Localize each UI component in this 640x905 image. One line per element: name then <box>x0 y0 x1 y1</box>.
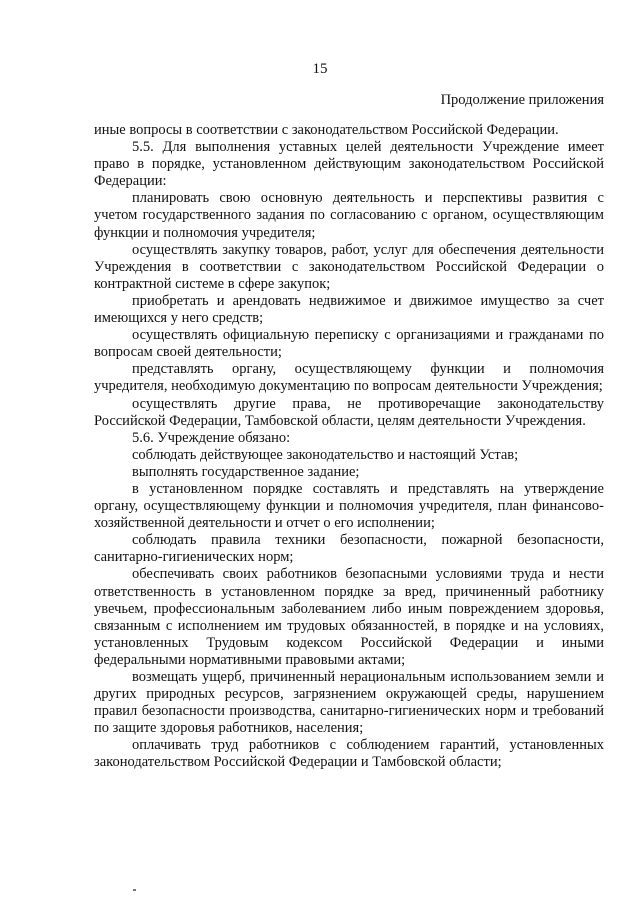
document-body <box>94 122 604 772</box>
paragraph-3: планировать свою основную деятельность и перспективы развития с учетом государственного задания по согласованию с органом, осуществляющим функции и полномочия учредителя; <box>94 190 604 241</box>
page-header: Продолжение приложения <box>440 92 604 108</box>
paragraph-4: осуществлять закупку товаров, работ, услуг для обеспечения деятельности Учреждения в соответствии с законодательством Российской Федерации о контрактной системе в сфере закупок; <box>94 241 604 292</box>
paragraph-14: обеспечивать своих работников безопасными условиями труда и нести ответственность в установленном порядке за вред, причиненный работнику увечьем, профессиональным заболеванием либо иным повреждением здоровья, связанным с исполнением им трудовых обязанностей, в порядке и на условиях, установленных Трудовым кодексом Российской Федерации и иными федеральными нормативными правовыми актами; <box>94 566 604 668</box>
paragraph-11: выполнять государственное задание; <box>132 463 360 480</box>
paragraph-5: приобретать и арендовать недвижимое и движимое имущество за счет имеющихся у него средств; <box>94 292 604 327</box>
paragraph-10: соблюдать действующее законодательство и настоящий Устав; <box>132 446 519 463</box>
paragraph-9: 5.6. Учреждение обязано: <box>132 429 291 446</box>
paragraph-15: возмещать ущерб, причиненный нерациональным использованием земли и других природных ресурсов, загрязнением окружающей среды, нарушением правил безопасности производства, санитарно-гигиенических норм и требований по защите здоровья работников, населения; <box>94 669 604 737</box>
paragraph-1: иные вопросы в соответствии с законодательством Российской Федерации. <box>94 122 559 138</box>
paragraph-12: в установленном порядке составлять и представлять на утверждение органу, осуществляющему функции и полномочия учредителя, план финансово-хозяйственной деятельности и отчет о его исполнении; <box>94 480 604 532</box>
paragraph-6: осуществлять официальную переписку с организациями и гражданами по вопросам своей деятельности; <box>94 327 604 361</box>
scan-speck <box>133 889 136 891</box>
paragraph-8: осуществлять другие права, не противоречащие законодательству Российской Федерации, Тамбовской области, целям деятельности Учреждения. <box>94 395 604 429</box>
paragraph-13: соблюдать правила техники безопасности, пожарной безопасности, санитарно-гигиенических норм; <box>94 532 604 566</box>
paragraph-2: 5.5. Для выполнения уставных целей деятельности Учреждение имеет право в порядке, установленном действующим законодательством Российской Федерации: <box>94 139 604 190</box>
paragraph-16: оплачивать труд работников с соблюдением гарантий, установленных законодательством Российской Федерации и Тамбовской области; <box>94 737 604 771</box>
page-number: 15 <box>312 61 328 77</box>
paragraph-7: представлять органу, осуществляющему функции и полномочия учредителя, необходимую документацию по вопросам деятельности Учреждения; <box>94 361 604 395</box>
